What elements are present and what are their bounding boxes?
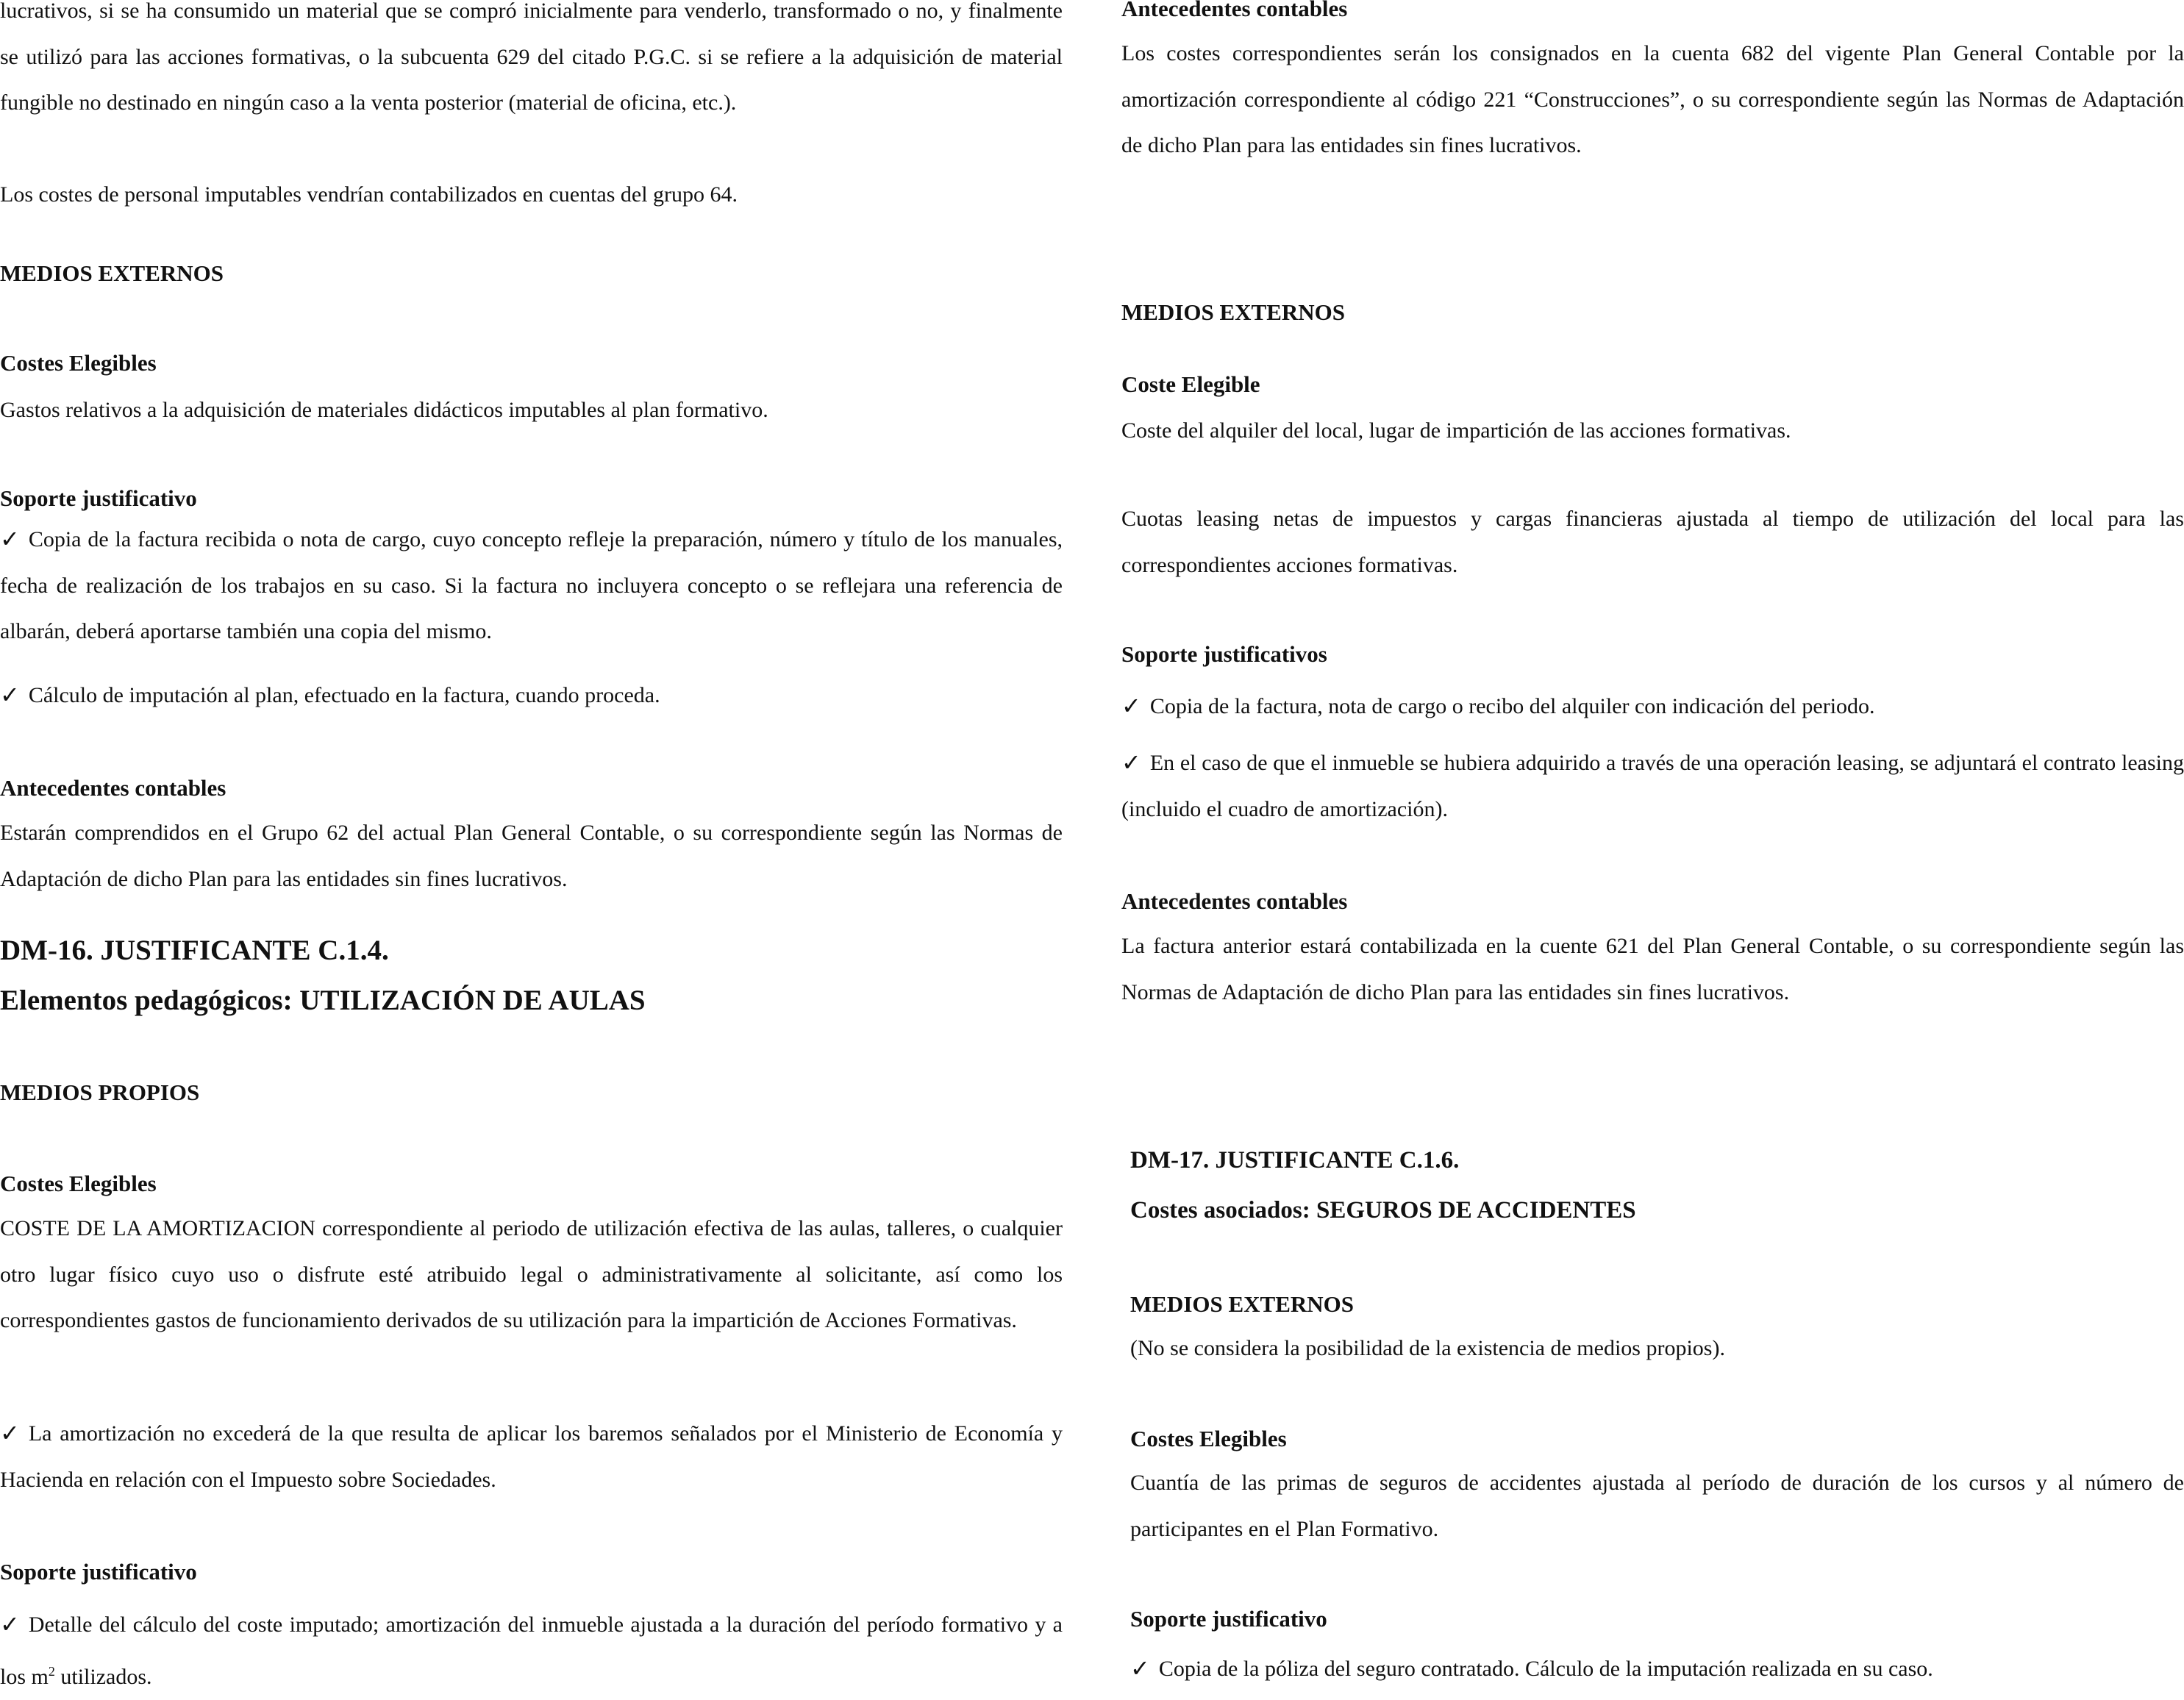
check-icon: ✓: [1121, 749, 1141, 776]
check-item-text: La amortización no excederá de la que resulta de aplicar los baremos señalados por el Ministerio de Economía y Hacienda en relación con el Impuesto sobre Sociedades.: [0, 1421, 1063, 1492]
heading-soporte-justificativo-2: Soporte justificativo: [0, 1559, 197, 1585]
check-item-leasing: [1121, 740, 2184, 832]
heading-medios-propios: MEDIOS PROPIOS: [0, 1079, 200, 1105]
check-icon: ✓: [1130, 1654, 1150, 1682]
superscript-2: 2: [48, 1663, 55, 1679]
check-item-text: En el caso de que el inmueble se hubiera adquirido a través de una operación leasing, se adjuntará el contrato leasing (incluido el cuadro de amortización).: [1121, 751, 2184, 821]
check-item-text: Cálculo de imputación al plan, efectuado en la factura, cuando proceda.: [28, 683, 660, 707]
check-icon: ✓: [0, 1610, 20, 1638]
heading-medios-externos: MEDIOS EXTERNOS: [0, 260, 224, 286]
paragraph-cuotas-leasing: Cuotas leasing netas de impuestos y cargas financieras ajustada al tiempo de utilización del local para las correspondientes acciones formativas.: [1121, 507, 2184, 577]
check-icon: ✓: [0, 1419, 20, 1447]
paragraph-estaran-comprendidos: Estarán comprendidos en el Grupo 62 del actual Plan General Contable, o su correspondiente según las Normas de Adaptación de dicho Plan para las entidades sin fines lucrativos.: [0, 821, 1063, 891]
check-item-factura-alquiler: [1121, 683, 2184, 730]
check-item-amortizacion: [0, 1410, 1063, 1503]
heading-medios-externos-2: MEDIOS EXTERNOS: [1130, 1291, 1355, 1317]
check-item-calculo: [0, 672, 1063, 719]
heading-costes-elegibles: Costes Elegibles: [1130, 1426, 1287, 1451]
check-icon: ✓: [0, 681, 20, 709]
heading-costes-elegibles-2: Costes Elegibles: [0, 1171, 157, 1196]
check-item-text: Copia de la factura, nota de cargo o recibo del alquiler con indicación del periodo.: [1149, 694, 1875, 718]
section-subtitle-dm17: Costes asociados: SEGUROS DE ACCIDENTES: [1130, 1197, 1636, 1224]
check-item-text-end: utilizados.: [54, 1664, 152, 1689]
heading-costes-elegibles: Costes Elegibles: [0, 350, 157, 376]
check-item-detalle: [0, 1601, 1063, 1700]
paragraph-gastos: Gastos relativos a la adquisición de materiales didácticos imputables al plan formativo.: [0, 398, 768, 422]
section-title-dm17: DM-17. JUSTIFICANTE C.1.6.: [1130, 1147, 1460, 1174]
check-item-text: Copia de la factura recibida o nota de cargo, cuyo concepto refleje la preparación, número y título de los manuales, fecha de realización de los trabajos en su caso. Si la factura no incluyera concepto o se reflejara una referencia de albarán, deberá aportarse también una copia del mismo.: [0, 527, 1063, 643]
paragraph-coste-amortizacion: COSTE DE LA AMORTIZACION correspondiente al periodo de utilización efectiva de las aulas, talleres, o cualquier otro lugar físico cuyo uso o disfrute esté atribuido legal o administrativamente al solicitante, así como los correspondientes gastos de funcionamiento derivados de su utilización para la impartición de Acciones Formativas.: [0, 1216, 1063, 1332]
check-icon: ✓: [1121, 692, 1141, 720]
paragraph-no-considera: (No se considera la posibilidad de la existencia de medios propios).: [1130, 1336, 1725, 1360]
paragraph-costes-682: Los costes correspondientes serán los consignados en la cuenta 682 del vigente Plan General Contable por la amortización correspondiente al código 221 “Construcciones”, o su correspondiente según las Normas de Adaptación de dicho Plan para las entidades sin fines lucrativos.: [1121, 41, 2184, 157]
section-title-dm16: DM-16. JUSTIFICANTE C.1.4.: [0, 935, 389, 966]
check-item-copia-factura: [0, 516, 1063, 655]
section-subtitle-dm16: Elementos pedagógicos: UTILIZACIÓN DE AULAS: [0, 985, 646, 1016]
check-item-poliza: [1130, 1646, 2184, 1693]
paragraph-personal: Los costes de personal imputables vendrían contabilizados en cuentas del grupo 64.: [0, 182, 738, 207]
paragraph-alquiler: Coste del alquiler del local, lugar de impartición de las acciones formativas.: [1121, 418, 1791, 443]
heading-antecedentes-contables: Antecedentes contables: [1121, 0, 1348, 21]
heading-soporte-justificativo: Soporte justificativo: [0, 485, 197, 511]
check-icon: ✓: [0, 525, 20, 553]
heading-medios-externos: MEDIOS EXTERNOS: [1121, 299, 1346, 325]
heading-coste-elegible: Coste Elegible: [1121, 371, 1260, 397]
check-item-text: Detalle del cálculo del coste imputado; amortización del inmueble ajustada a la duración del período formativo y a los m: [0, 1613, 1063, 1689]
paragraph-cuantia: Cuantía de las primas de seguros de accidentes ajustada al período de duración de los cursos y al número de participantes en el Plan Formativo.: [1130, 1471, 2184, 1541]
paragraph-cuente-621: La factura anterior estará contabilizada en la cuente 621 del Plan General Contable, o su correspondiente según las Normas de Adaptación de dicho Plan para las entidades sin fines lucrativos.: [1121, 934, 2184, 1004]
heading-soporte-justificativo-2: Soporte justificativo: [1130, 1606, 1327, 1632]
heading-antecedentes-contables-2: Antecedentes contables: [1121, 888, 1348, 914]
check-item-text: Copia de la póliza del seguro contratado. Cálculo de la imputación realizada en su caso.: [1158, 1657, 1933, 1681]
heading-antecedentes-contables: Antecedentes contables: [0, 775, 226, 801]
paragraph-continuation: lucrativos, si se ha consumido un material que se compró inicialmente para venderlo, transformado o no, y finalmente se utilizó para las acciones formativas, o la subcuenta 629 del citado P.G.C. si se refiere a la adquisición de material fungible no destinado en ningún caso a la venta posterior (material de oficina, etc.).: [0, 0, 1063, 115]
heading-soporte-justificativos: Soporte justificativos: [1121, 641, 1327, 667]
